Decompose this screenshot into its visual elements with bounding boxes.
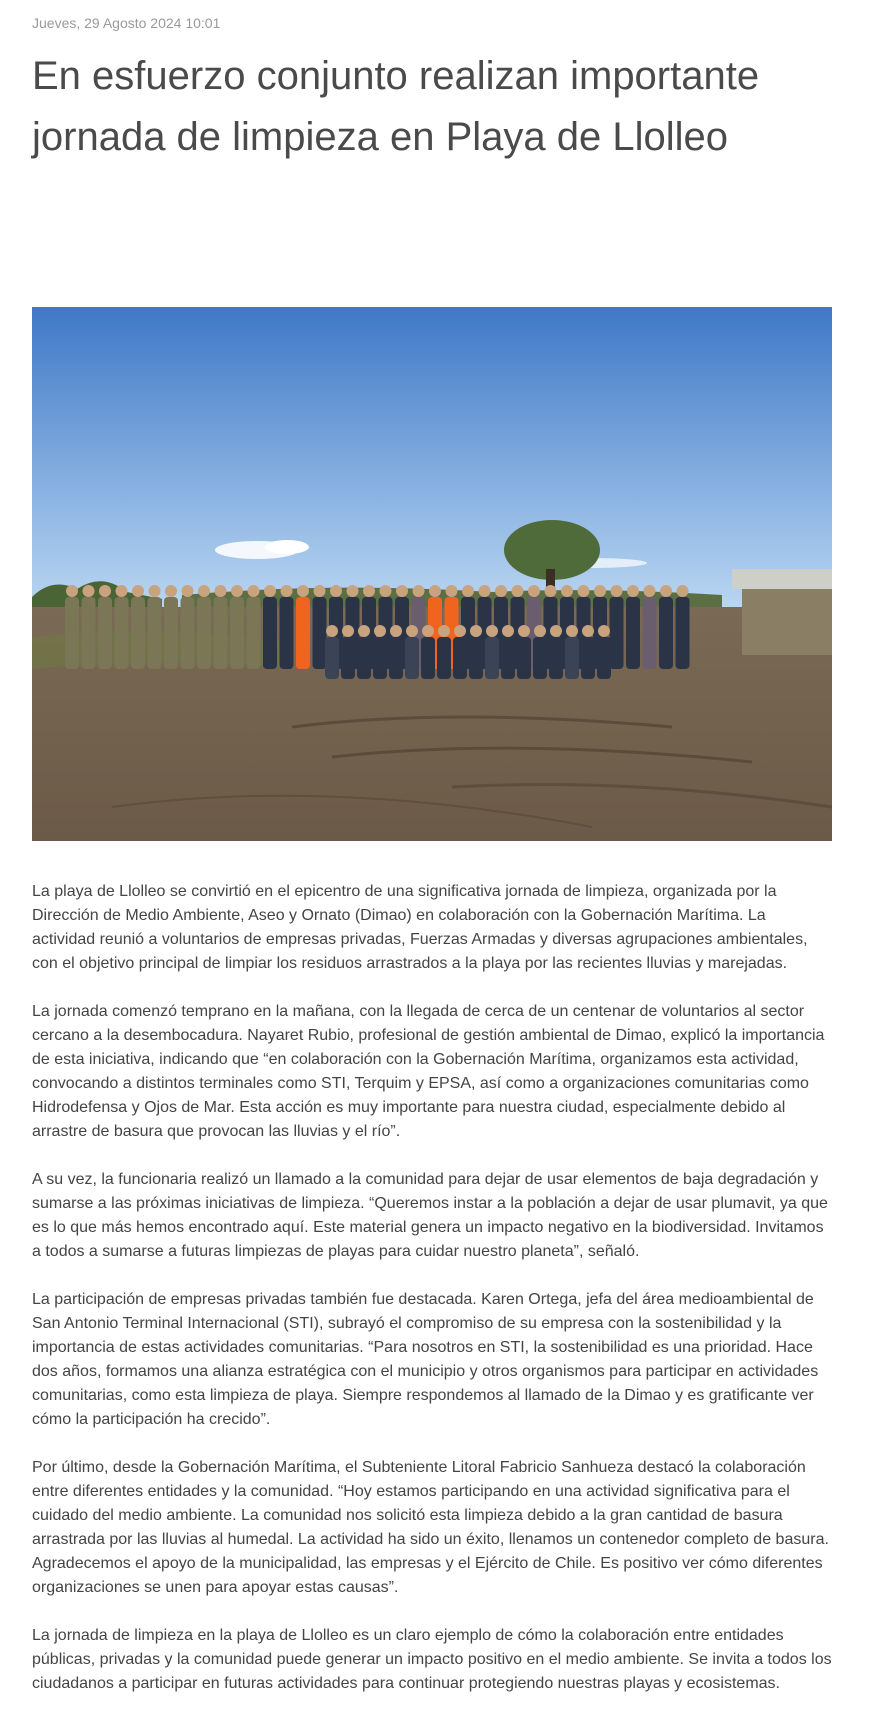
photo-person-head	[611, 585, 623, 597]
photo-person-head	[660, 585, 672, 597]
photo-person-head	[598, 625, 610, 637]
photo-person	[517, 637, 531, 679]
article-photo	[32, 307, 832, 841]
photo-person	[181, 597, 195, 669]
photo-person	[469, 637, 483, 679]
photo-person	[164, 597, 178, 669]
photo-person-head	[677, 585, 689, 597]
photo-person-head	[413, 585, 425, 597]
photo-person	[197, 597, 211, 669]
photo-person-head	[132, 585, 144, 597]
photo-person	[549, 637, 563, 679]
article-paragraph: La participación de empresas privadas también fue destacada. Karen Ortega, jefa del área medioambiental de San Antonio Terminal Internacional (STI), subrayó el compromiso de su empresa con la sostenibilidad y la importancia de estas actividades comunitarias. “Para nosotros en STI, la sostenibilidad es una prioridad. Hace dos años, formamos una alianza estratégica con el municipio y otros organismos para participar en actividades comunitarias, como esta limpieza de playa. Siempre respondemos al llamado de la Dimao y es gratificante ver cómo la participación ha crecido”.	[32, 1291, 819, 1428]
photo-person-head	[215, 585, 227, 597]
photo-person-head	[578, 585, 590, 597]
photo-person	[263, 597, 277, 669]
photo-person-head	[231, 585, 243, 597]
photo-person	[676, 597, 690, 669]
photo-person-head	[149, 585, 161, 597]
group-photo-icon	[32, 307, 832, 841]
photo-person	[247, 597, 261, 669]
photo-person-head	[422, 625, 434, 637]
photo-person-head	[582, 625, 594, 637]
photo-person-head	[512, 585, 524, 597]
article-paragraph: La jornada comenzó temprano en la mañana, con la llegada de cerca de un centenar de voluntarios al sector cercano a la desembocadura. Nayaret Rubio, profesional de gestión ambiental de Dimao, explicó la importancia de esta iniciativa, indicando que “en colaboración con la Gobernación Marítima, organizamos esta actividad, convocando a distintos terminales como STI, Terquim y EPSA, así como a organizaciones comunitarias como Hidrodefensa y Ojos de Mar. Esta acción es muy importante para nuestra ciudad, especialmente debido al arrastre de basura que provocan las lluvias y el río”.	[32, 1003, 825, 1140]
photo-person-head	[374, 625, 386, 637]
photo-person	[501, 637, 515, 679]
photo-person-head	[116, 585, 128, 597]
photo-person	[325, 637, 339, 679]
photo-person-head	[486, 625, 498, 637]
photo-person	[82, 597, 96, 669]
photo-person-head	[462, 585, 474, 597]
photo-person-head	[518, 625, 530, 637]
photo-person-head	[363, 585, 375, 597]
photo-person	[98, 597, 112, 669]
photo-person	[230, 597, 244, 669]
photo-person	[643, 597, 657, 669]
photo-person	[533, 637, 547, 679]
photo-person	[280, 597, 294, 669]
photo-person-head	[264, 585, 276, 597]
photo-person-head	[566, 625, 578, 637]
photo-person-head	[182, 585, 194, 597]
article-date: Jueves, 29 Agosto 2024 10:01	[32, 15, 221, 31]
article-paragraph: Por último, desde la Gobernación Marítima, el Subteniente Litoral Fabricio Sanhueza destacó la colaboración entre diferentes entidades y la comunidad. “Hoy estamos participando en una actividad significativa para el cuidado del medio ambiente. La comunidad nos solicitó esta limpieza debido a la gran cantidad de basura arrastrada por las lluvias al humedal. La actividad ha sido un éxito, llenamos un contenedor completo de basura. Agradecemos el apoyo de la municipalidad, las empresas y el Ejército de Chile. Es positivo ver cómo diferentes organizaciones se unen para apoyar estas causas”.	[32, 1459, 829, 1596]
photo-person	[214, 597, 228, 669]
photo-person-head	[66, 585, 78, 597]
photo-person	[357, 637, 371, 679]
photo-person	[626, 597, 640, 669]
photo-person	[659, 597, 673, 669]
photo-person	[453, 637, 467, 679]
photo-person-head	[550, 625, 562, 637]
photo-person	[296, 597, 310, 669]
photo-person-head	[438, 625, 450, 637]
photo-person-head	[561, 585, 573, 597]
photo-person	[115, 597, 129, 669]
photo-person-head	[165, 585, 177, 597]
photo-person-head	[470, 625, 482, 637]
photo-person-head	[99, 585, 111, 597]
article-paragraph: La jornada de limpieza en la playa de Llolleo es un claro ejemplo de cómo la colaboración entre entidades públicas, privadas y la comunidad puede generar un impacto positivo en el medio ambiente. Se invita a todos los ciudadanos a participar en futuras actividades para continuar protegiendo nuestras playas y ecosistemas.	[32, 1627, 832, 1692]
photo-person	[389, 637, 403, 679]
photo-person	[373, 637, 387, 679]
photo-person-head	[297, 585, 309, 597]
photo-person-head	[281, 585, 293, 597]
article-body	[32, 880, 832, 1720]
photo-person	[565, 637, 579, 679]
photo-person	[581, 637, 595, 679]
photo-person-head	[495, 585, 507, 597]
photo-person	[597, 637, 611, 679]
photo-person-head	[454, 625, 466, 637]
photo-person	[313, 597, 327, 669]
photo-person-head	[326, 625, 338, 637]
photo-person-head	[248, 585, 260, 597]
photo-person	[421, 637, 435, 679]
photo-person-head	[534, 625, 546, 637]
photo-person-head	[545, 585, 557, 597]
photo-person-head	[330, 585, 342, 597]
photo-person-head	[83, 585, 95, 597]
photo-person-head	[396, 585, 408, 597]
photo-person-head	[479, 585, 491, 597]
photo-person-head	[406, 625, 418, 637]
photo-person	[485, 637, 499, 679]
photo-person	[405, 637, 419, 679]
photo-person-head	[314, 585, 326, 597]
photo-person	[65, 597, 79, 669]
photo-person-head	[342, 625, 354, 637]
photo-person-head	[347, 585, 359, 597]
photo-person-head	[198, 585, 210, 597]
photo-person-head	[390, 625, 402, 637]
photo-dumpster-trash	[732, 569, 832, 589]
photo-cloud	[265, 540, 309, 554]
photo-person	[610, 597, 624, 669]
photo-sky	[32, 307, 832, 607]
photo-person-head	[644, 585, 656, 597]
photo-person	[437, 637, 451, 679]
article-paragraph: La playa de Llolleo se convirtió en el epicentro de una significativa jornada de limpieza, organizada por la Dirección de Medio Ambiente, Aseo y Ornato (Dimao) en colaboración con la Gobernación Marítima. La actividad reunió a voluntarios de empresas privadas, Fuerzas Armadas y diversas agrupaciones ambientales, con el objetivo principal de limpiar los residuos arrastrados a la playa por las recientes lluvias y marejadas.	[32, 883, 808, 972]
photo-person-head	[502, 625, 514, 637]
photo-person-head	[429, 585, 441, 597]
article-title: En esfuerzo conjunto realizan importante jornada de limpieza en Playa de Llolleo	[32, 54, 760, 159]
photo-person	[148, 597, 162, 669]
photo-person-head	[528, 585, 540, 597]
photo-dumpster	[742, 585, 832, 655]
photo-person-head	[380, 585, 392, 597]
photo-person-head	[358, 625, 370, 637]
photo-person-head	[627, 585, 639, 597]
photo-person	[131, 597, 145, 669]
photo-person-head	[446, 585, 458, 597]
photo-person-head	[594, 585, 606, 597]
article-paragraph: A su vez, la funcionaria realizó un llamado a la comunidad para dejar de usar elementos de baja degradación y sumarse a las próximas iniciativas de limpieza. “Queremos instar a la población a dejar de usar plumavit, ya que es lo que más hemos encontrado aquí. Este material genera un impacto negativo en la biodiversidad. Invitamos a todos a sumarse a futuras limpiezas de playas para cuidar nuestro planeta”, señaló.	[32, 1171, 828, 1260]
photo-person	[341, 637, 355, 679]
